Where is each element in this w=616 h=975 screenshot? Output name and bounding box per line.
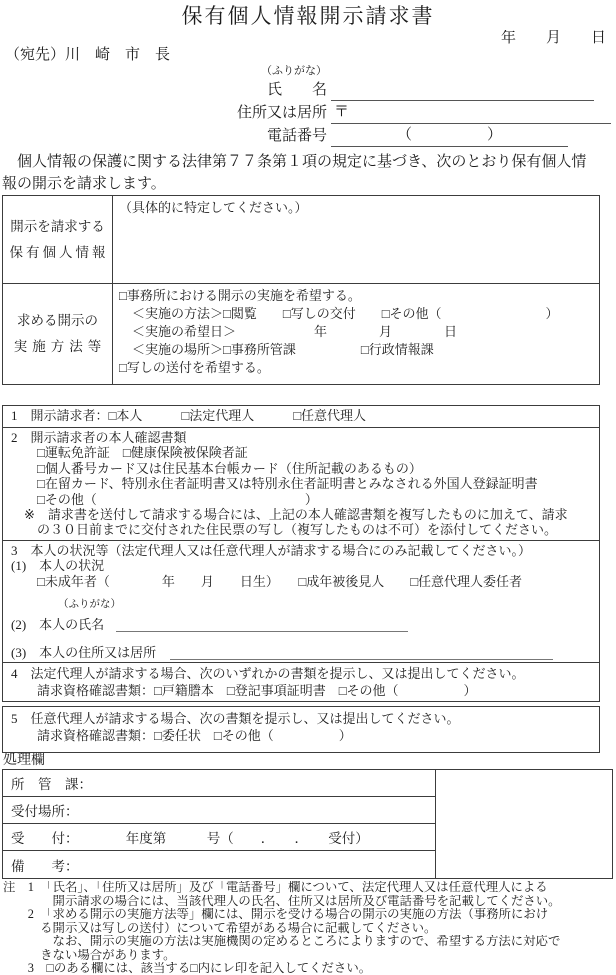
processing-row-section: 所 管 課： [3, 770, 435, 797]
section-1-requester [3, 406, 599, 427]
method-date-line[interactable]: ＜実施の希望日＞ 年 月 日 [119, 324, 458, 339]
note-line-5: なお、開示の実施の方法は実施機関の定めるところによりますので、希望する方法に対応で [3, 935, 561, 949]
processing-stamp-area [435, 770, 612, 878]
address-field-row [0, 101, 616, 124]
id-doc-checkbox-line-2[interactable]: □個人番号カード又は住民基本台帳カード（住所記載のあるもの） [11, 460, 422, 476]
addressee-line: （宛先）川 崎 市 長 [5, 47, 171, 63]
principal-name-input-line[interactable] [116, 631, 408, 632]
disclosure-method-header: 求める開示の 実施方法等 [3, 283, 113, 384]
id-doc-checkbox-line-3[interactable]: □在留カード、特別永住者証明書又は特別永住者証明書とみなされる外国人登録証明書 [11, 476, 538, 492]
principal-name-row [11, 612, 595, 632]
requested-info-header: 開示を請求する 保有個人情報 [3, 196, 113, 283]
requested-info-note: （具体的に特定してください。） [119, 200, 308, 215]
name-field-row [0, 78, 616, 101]
section-5-voluntary-representative [2, 706, 600, 753]
principal-furigana-label: （ふりがな） [58, 599, 121, 611]
form-title: 保有個人情報開示請求書 [181, 4, 435, 28]
section-5-header: 5 任意代理人が請求する場合、次の書類を提示し、又は提出してください。 [11, 711, 460, 727]
name-input-line[interactable] [331, 100, 594, 101]
method-office-checkbox-line[interactable]: □事務所における開示の実施を希望する。 [119, 288, 361, 303]
principal-status-checkbox-line[interactable]: □未成年者（ 年 月 日生） □成年被後見人 □任意代理人委任者 [11, 573, 523, 589]
mail-note-line-1: ※ 請求書を送付して請求する場合には、上記の本人確認書類を複写したものに加えて、請求 [11, 507, 568, 523]
method-copy-mail-checkbox-line[interactable]: □写しの送付を希望する。 [119, 360, 270, 375]
address-input-line[interactable] [331, 102, 611, 124]
section-2-identity-documents [3, 427, 599, 540]
footnotes [0, 881, 616, 975]
intro-line-1: 個人情報の保護に関する法律第７７条第１項の規定に基づき、次のとおり保有個人情 [2, 154, 587, 170]
id-doc-other-checkbox-line[interactable]: □その他（ ） [11, 491, 318, 507]
id-doc-checkbox-line-1[interactable]: □運転免許証 □健康保険被保険者証 [11, 445, 248, 461]
principal-name-label: (2) 本人の氏名 [11, 617, 105, 633]
furigana-row [0, 64, 616, 78]
note-line-3: 2 「求める開示の実施方法等」欄には、開示を受ける場合の開示の実施の方法（事務所におけ [3, 908, 549, 922]
legal-rep-docs-checkbox-line[interactable]: 請求資格確認書類：□戸籍謄本 □登記事項証明書 □その他（ ） [11, 683, 477, 699]
principal-address-row [11, 640, 595, 660]
intro-line-2: 報の開示を請求します。 [2, 176, 166, 192]
postal-mark: 〒 [334, 104, 350, 120]
principal-address-input-line[interactable] [170, 659, 553, 660]
intro-paragraph [0, 151, 616, 195]
furigana-label: （ふりがな） [261, 65, 327, 77]
phone-field-row [0, 124, 616, 147]
name-label: 氏 名 [266, 82, 327, 98]
sections-table [2, 405, 600, 702]
principal-address-label: (3) 本人の住所又は居所 [11, 645, 157, 661]
processing-area-label: 処理欄 [3, 753, 45, 769]
address-label: 住所又は居所 [236, 105, 327, 121]
voluntary-rep-docs-checkbox-line[interactable]: 請求資格確認書類：□委任状 □その他（ ） [11, 728, 352, 744]
phone-input-line[interactable] [331, 125, 568, 147]
phone-label: 電話番号 [266, 128, 327, 144]
section-3-principal-status [3, 540, 599, 663]
note-line-7: 3 □のある欄には、該当する□内にレ印を記入してください。 [3, 961, 372, 975]
processing-table [2, 769, 613, 879]
section-4-legal-representative [3, 662, 599, 701]
note-line-6: きない場合があります。 [3, 948, 176, 962]
note-line-2: 開示請求の場合には、当該代理人の氏名、住所又は居所及び電話番号を記載してください。 [3, 894, 561, 908]
processing-row-reception-place: 受付場所： [3, 797, 435, 824]
processing-row-remarks: 備 考： [11, 858, 79, 874]
section-4-header: 4 法定代理人が請求する場合、次のいずれかの書類を提示し、又は提出してください。 [11, 666, 525, 682]
note-line-4: る開示又は写しの送付）について希望がある場合に記載してください。 [3, 921, 437, 935]
section-3-header: 3 本人の状況等（法定代理人又は任意代理人が請求する場合にのみ記載してください。） [11, 542, 532, 558]
note-line-1: 注 1 「氏名」、「住所又は居所」及び「電話番号」欄について、法定代理人又は任意代理人による [3, 881, 548, 895]
requester-type-checkbox-line[interactable]: 1 開示請求者：□本人 □法定代理人 □任意代理人 [11, 408, 367, 423]
mail-note-line-2: の３０日前までに交付された住民票の写し（複写したものは不可）を添付してください。 [11, 522, 558, 538]
disclosure-method-options [113, 283, 599, 384]
processing-row-reception-number: 受 付： 年度第 号（ ． ． 受付） [3, 824, 435, 851]
method-how-checkbox-line[interactable]: ＜実施の方法＞□閲覧 □写しの交付 □その他（ ） [119, 306, 559, 321]
section-2-header: 2 開示請求者の本人確認書類 [11, 430, 187, 445]
date-line: 年 月 日 [500, 30, 606, 46]
phone-paren: （ ） [396, 127, 502, 143]
principal-status-label: (1) 本人の状況 [11, 558, 105, 574]
request-table [2, 195, 600, 385]
requested-info-input-area[interactable] [113, 196, 599, 283]
method-place-checkbox-line[interactable]: ＜実施の場所＞□事務所管課 □行政情報課 [119, 342, 434, 357]
